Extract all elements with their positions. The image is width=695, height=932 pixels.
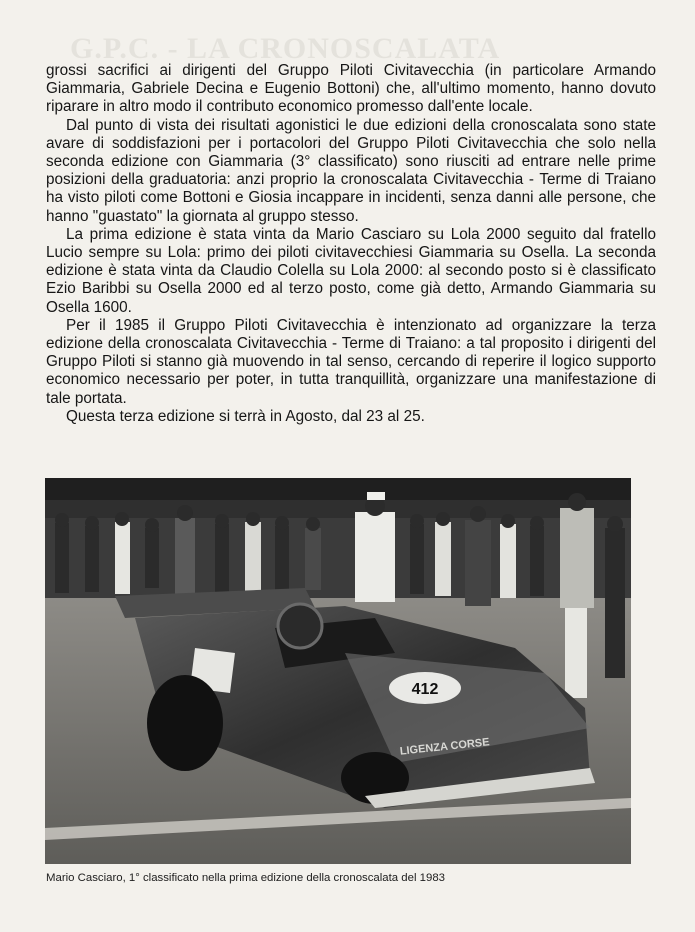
driver-helmet: [278, 604, 322, 648]
photo-illustration: [45, 478, 631, 864]
spectator-white-trousers: [565, 608, 587, 698]
car-number: 412: [411, 681, 439, 698]
car-lettering: LIGENZA CORSE: [399, 736, 491, 758]
rear-wheel: [147, 675, 223, 771]
photo-caption: Mario Casciaro, 1° classificato nella prima edizione della cronoscalata del 1983: [46, 872, 446, 884]
paragraph-3: La prima edizione è stata vinta da Mario Casciaro su Lola 2000 seguito dal fratello Lucio sempre su Lola: primo dei piloti civitavecchiesi Giammaria su Osella. La seconda edizione è stata vinta da Claudio Colella su Lola 2000: al secondo posto si è classificato Ezio Baribbi su Osella 2000 ed al terzo posto, come già detto, Armando Giammaria su Osella 1600.: [46, 225, 656, 316]
ghost-through-title: G.P.C. - LA CRONOSCALATA: [70, 32, 501, 65]
race-car-photo: [45, 478, 631, 864]
paragraph-1: grossi sacrifici ai dirigenti del Gruppo Piloti Civitavecchia (in particolare Armando Giammaria, Gabriele Decina e Eugenio Bottoni) che, all'ultimo momento, hanno dovuto riparare in altro modo il contributo economico promesso dall'ente locale.: [46, 62, 656, 116]
paragraph-2: Dal punto di vista dei risultati agonistici le due edizioni della cronoscalata sono state avare di soddisfazioni per i portacolori del Gruppo Piloti Civitavecchia che solo nella seconda edizione con Giammaria (3° classificato) sono riusciti ad entrare nelle prime posizioni della graduatoria: anzi proprio la cronoscalata Civitavecchia - Terme di Traiano ha visto piloti come Bottoni e Giosia incappare in incidenti, senza danni alle persone, che hanno "guastato" la giornata al gruppo stesso.: [46, 116, 656, 225]
paragraph-5: Questa terza edizione si terrà in Agosto, dal 23 al 25.: [66, 407, 425, 425]
article-text: [46, 62, 656, 426]
paragraph-4: Per il 1985 il Gruppo Piloti Civitavecchia è intenzionato ad organizzare la terza edizione della cronoscalata Civitavecchia - Terme di Traiano: a tal proposito i dirigenti del Gruppo Piloti si stanno già muovendo in tal senso, cercando di reperire il logico supporto economico necessario per poter, in tutta tranquillità, organizzare una manifestazione di tale portata.: [46, 316, 656, 407]
